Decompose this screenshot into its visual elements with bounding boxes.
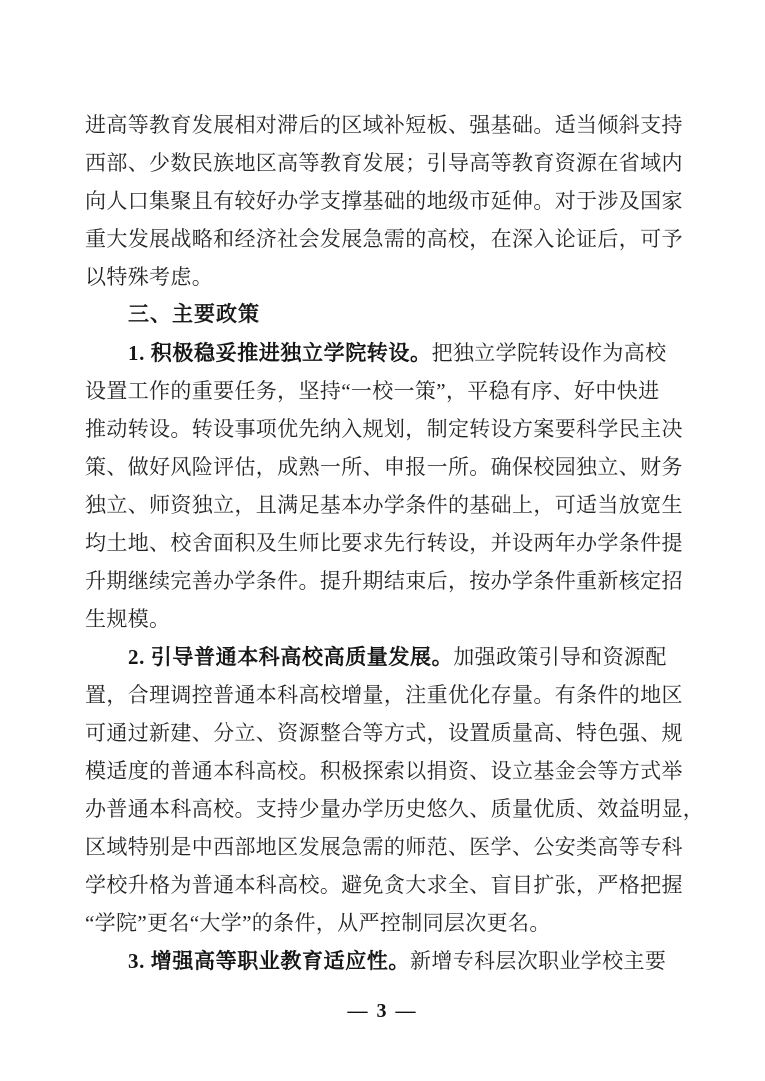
document-body	[85, 106, 705, 980]
text-line: 以特殊考虑。	[85, 265, 214, 289]
text-line: 区域特别是中西部地区发展急需的师范、医学、公安类高等专科	[85, 835, 683, 859]
paragraph-text: 加强政策引导和资源配	[453, 645, 667, 669]
text-line: 生规模。	[85, 607, 171, 631]
text-line	[85, 334, 685, 372]
text-line: 置，合理调控普通本科高校增量，注重优化存量。有条件的地区	[85, 683, 683, 707]
section-heading: 三、主要政策	[128, 303, 260, 326]
text-line: 进高等教育发展相对滞后的区域补短板、强基础。适当倾斜支持	[85, 113, 683, 137]
paragraph-lead-bold: 2. 引导普通本科高校高质量发展。	[128, 645, 454, 669]
text-line: 重大发展战略和经济社会发展急需的高校，在深入论证后，可予	[85, 227, 683, 251]
text-line: 模适度的普通本科高校。积极探索以捐资、设立基金会等方式举	[85, 759, 683, 783]
paragraph-lead-bold: 3. 增强高等职业教育适应性。	[128, 949, 410, 973]
paragraph-text: 新增专科层次职业学校主要	[410, 949, 667, 973]
text-line: 办普通本科高校。支持少量办学历史悠久、质量优质、效益明显，	[85, 797, 705, 821]
text-line	[85, 638, 685, 676]
text-line: “学院”更名“大学”的条件，从严控制同层次更名。	[85, 911, 551, 935]
text-line	[85, 942, 685, 980]
paragraph-text: 把独立学院转设作为高校	[431, 341, 667, 365]
text-line: 向人口集聚且有较好办学支撑基础的地级市延伸。对于涉及国家	[85, 189, 683, 213]
text-line: 升期继续完善办学条件。提升期结束后，按办学条件重新核定招	[85, 569, 683, 593]
paragraph-lead-bold: 1. 积极稳妥推进独立学院转设。	[128, 341, 432, 365]
text-line: 策、做好风险评估，成熟一所、申报一所。确保校园独立、财务	[85, 455, 683, 479]
text-line: 设置工作的重要任务，坚持“一校一策”，平稳有序、好中快进	[85, 379, 660, 403]
text-line: 独立、师资独立，且满足基本办学条件的基础上，可适当放宽生	[85, 493, 683, 517]
page-number: — 3 —	[347, 1000, 418, 1022]
text-line: 西部、少数民族地区高等教育发展；引导高等教育资源在省域内	[85, 151, 683, 175]
text-line: 推动转设。转设事项优先纳入规划，制定转设方案要科学民主决	[85, 417, 683, 441]
text-line: 均土地、校舍面积及生师比要求先行转设，并设两年办学条件提	[85, 531, 683, 555]
text-line: 学校升格为普通本科高校。避免贪大求全、盲目扩张，严格把握	[85, 873, 683, 897]
text-line: 可通过新建、分立、资源整合等方式，设置质量高、特色强、规	[85, 721, 683, 745]
